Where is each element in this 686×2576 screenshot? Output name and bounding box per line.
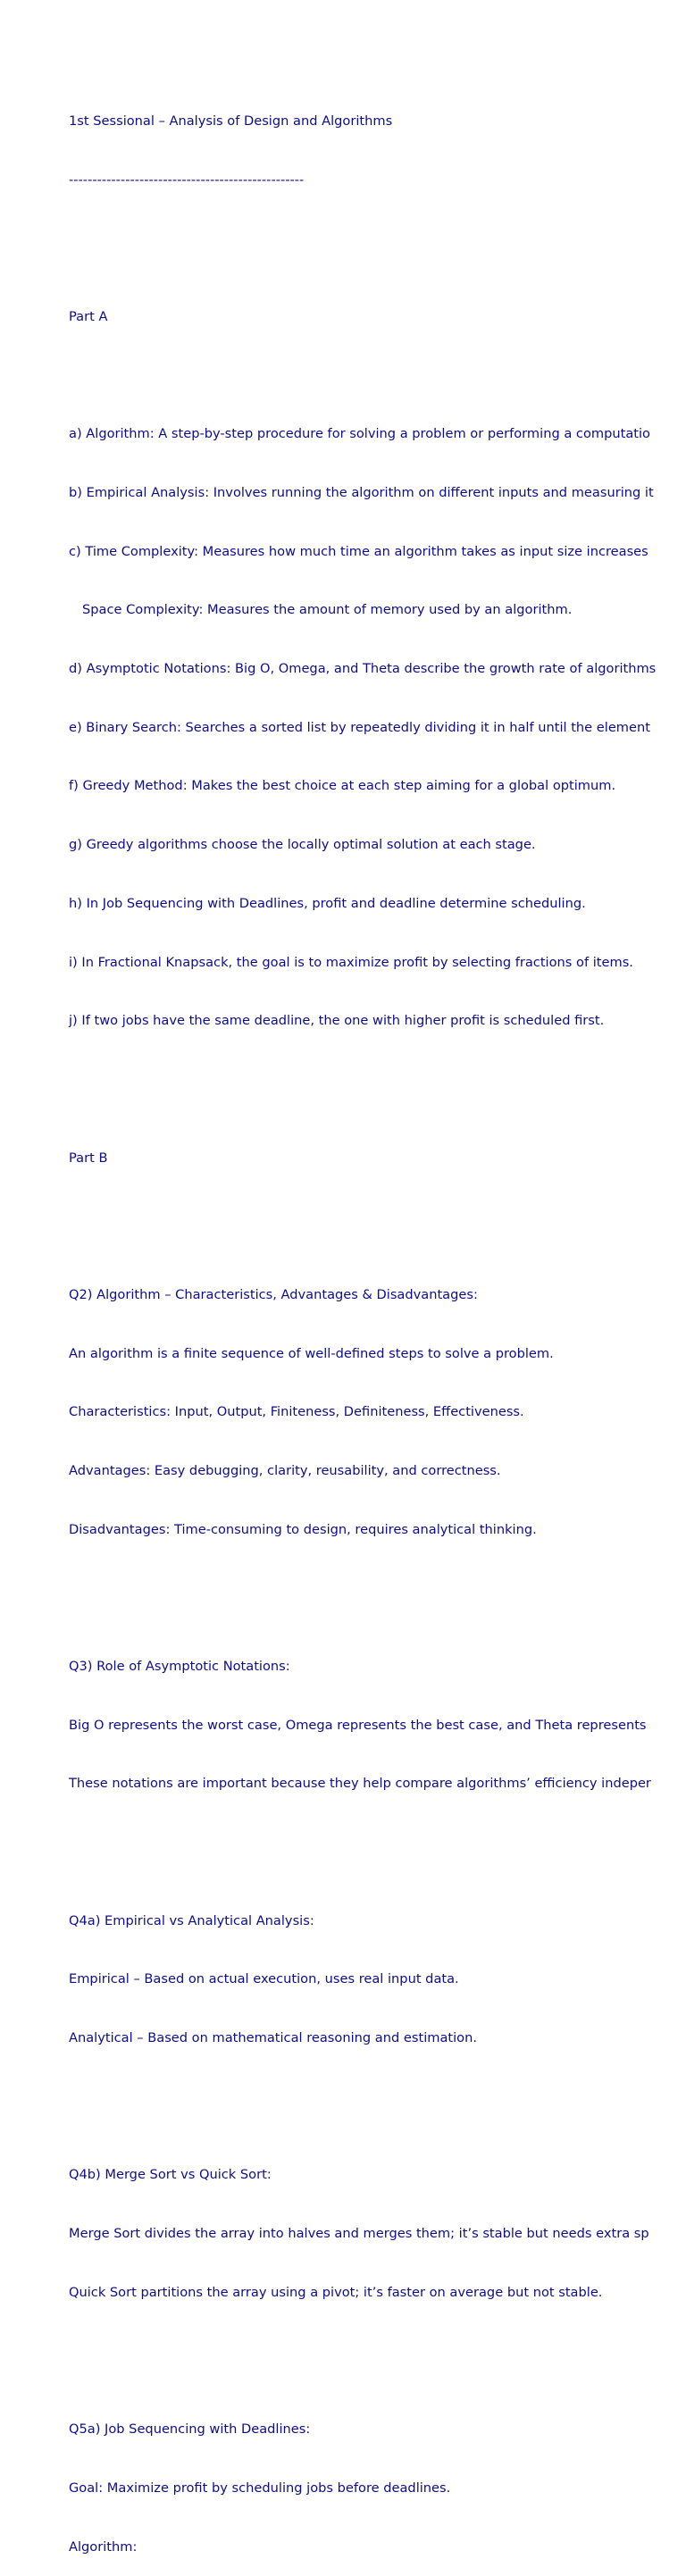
blank-line (69, 1207, 686, 1226)
answer-line: Empirical – Based on actual execution, uses real input data. (69, 1971, 459, 1987)
blank-line (69, 1578, 686, 1598)
part-b-heading: Part B (69, 1150, 108, 1166)
part-a-item: j) If two jobs have the same deadline, the one with higher profit is scheduled first. (69, 1013, 605, 1029)
answer-line: Characteristics: Input, Output, Finiteness, Definiteness, Effectiveness. (69, 1404, 524, 1420)
answer-line: Analytical – Based on mathematical reasoning and estimation. (69, 2030, 477, 2046)
answer-line: Disadvantages: Time-consuming to design, requires analytical thinking. (69, 1521, 537, 1537)
question-heading-q4a: Q4a) Empirical vs Analytical Analysis: (69, 1912, 314, 1928)
answer-line: Algorithm: (69, 2538, 138, 2555)
blank-line (69, 1070, 686, 1090)
part-a-item: g) Greedy algorithms choose the locally optimal solution at each stage. (69, 837, 536, 853)
blank-line (69, 1833, 686, 1853)
question-heading-q4b: Q4b) Merge Sort vs Quick Sort: (69, 2167, 272, 2183)
blank-line (69, 366, 686, 386)
part-a-item: a) Algorithm: A step-by-step procedure for solving a problem or performing a computatio (69, 426, 650, 442)
blank-line (69, 2342, 686, 2362)
answer-line: Big O represents the worst case, Omega represents the best case, and Theta represents (69, 1717, 647, 1733)
title-separator: -------------------------------------------------- (69, 171, 305, 188)
answer-line: Advantages: Easy debugging, clarity, reusability, and correctness. (69, 1463, 501, 1478)
part-a-item: h) In Job Sequencing with Deadlines, profit and deadline determine scheduling. (69, 895, 586, 911)
document-body (69, 72, 686, 2576)
part-a-item: Space Complexity: Measures the amount of memory used by an algorithm. (82, 602, 573, 618)
answer-line: Goal: Maximize profit by scheduling jobs before deadlines. (69, 2480, 451, 2496)
question-heading-q5a: Q5a) Job Sequencing with Deadlines: (69, 2421, 311, 2438)
answer-line: An algorithm is a finite sequence of well-defined steps to solve a problem. (69, 1345, 554, 1361)
document-title: 1st Sessional – Analysis of Design and Algorithms (69, 113, 393, 129)
question-heading-q2: Q2) Algorithm – Characteristics, Advantages & Disadvantages: (69, 1286, 478, 1302)
part-a-item: i) In Fractional Knapsack, the goal is to maximize profit by selecting fractions of items. (69, 954, 633, 970)
part-a-item: c) Time Complexity: Measures how much time an algorithm takes as input size increases (69, 543, 648, 559)
blank-line (69, 229, 686, 248)
part-a-heading: Part A (69, 308, 108, 324)
answer-line: These notations are important because they help compare algorithms’ efficiency indeper (69, 1776, 651, 1792)
part-a-item: d) Asymptotic Notations: Big O, Omega, and Theta describe the growth rate of algorithms (69, 661, 657, 677)
part-a-item: e) Binary Search: Searches a sorted list by repeatedly dividing it in half until the element (69, 719, 650, 735)
part-a-item: f) Greedy Method: Makes the best choice at each step aiming for a global optimum. (69, 778, 616, 794)
answer-line: Quick Sort partitions the array using a pivot; it’s faster on average but not stable. (69, 2284, 603, 2300)
answer-line: Merge Sort divides the array into halves and merges them; it’s stable but needs extra sp (69, 2226, 649, 2242)
blank-line (69, 2087, 686, 2107)
part-a-item: b) Empirical Analysis: Involves running the algorithm on different inputs and measuring it (69, 484, 654, 500)
question-heading-q3: Q3) Role of Asymptotic Notations: (69, 1659, 290, 1675)
